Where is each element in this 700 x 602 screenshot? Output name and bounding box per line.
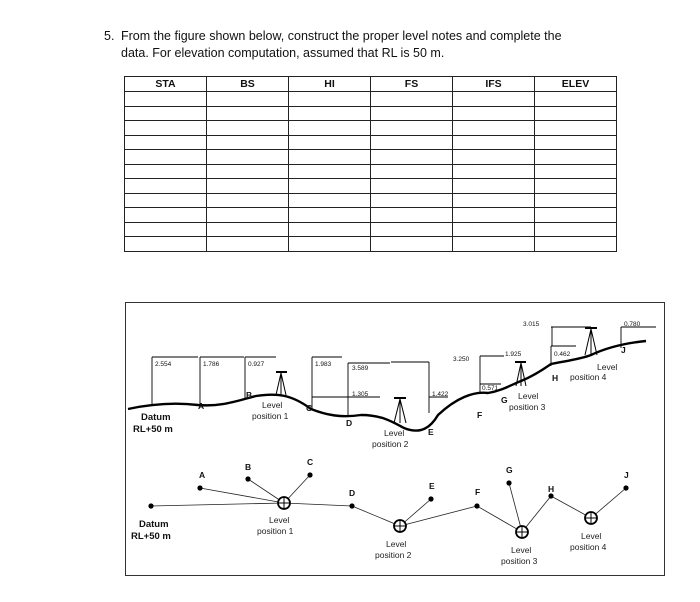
tripod-icon xyxy=(585,328,597,355)
table-row xyxy=(125,164,617,179)
level-position-1-label: Level xyxy=(262,400,283,410)
station-j: J xyxy=(621,345,626,355)
plan-station-b: B xyxy=(245,462,252,472)
plan-level-1-label: Level xyxy=(269,515,290,525)
header-ifs: IFS xyxy=(453,77,535,92)
table-cell xyxy=(535,164,617,179)
table-cell xyxy=(289,135,371,150)
table-cell xyxy=(453,208,535,223)
figure-canvas xyxy=(126,303,664,575)
question-line-2: data. For elevation computation, assumed that RL is 50 m. xyxy=(121,46,445,60)
station-b: B xyxy=(246,390,253,400)
table-cell xyxy=(535,121,617,136)
reading-e: 3.589 xyxy=(352,365,369,372)
table-cell xyxy=(371,222,453,237)
header-elev: ELEV xyxy=(535,77,617,92)
table-cell xyxy=(289,92,371,107)
table-cell xyxy=(371,106,453,121)
plan-station-c: C xyxy=(307,457,314,467)
table-cell xyxy=(207,135,289,150)
plan-station-h: H xyxy=(548,484,555,494)
reading-j: 0.571 xyxy=(482,385,499,392)
table-cell xyxy=(371,150,453,165)
header-bs: BS xyxy=(207,77,289,92)
table-cell xyxy=(125,179,207,194)
table-cell xyxy=(453,222,535,237)
question-number: 5. xyxy=(104,29,115,43)
plan-station-a: A xyxy=(199,470,206,480)
level-position-2-label: Level xyxy=(384,428,405,438)
table-cell xyxy=(125,150,207,165)
table-cell xyxy=(207,92,289,107)
reading-f: 1.305 xyxy=(352,391,369,398)
reading-i: 1.925 xyxy=(505,351,522,358)
table-cell xyxy=(207,164,289,179)
level-position-4-sublabel: position 4 xyxy=(570,372,607,382)
table-cell xyxy=(125,92,207,107)
plan-station-e: E xyxy=(429,481,435,491)
reading-d: 1.983 xyxy=(315,361,332,368)
table-cell xyxy=(453,164,535,179)
level-symbol-icon xyxy=(585,512,597,524)
table-cell xyxy=(371,92,453,107)
reading-k: 0.462 xyxy=(554,351,571,358)
table-cell xyxy=(207,222,289,237)
tripod-icon xyxy=(394,398,406,423)
level-position-1-sublabel: position 1 xyxy=(252,411,289,421)
table-cell xyxy=(535,237,617,252)
level-position-2-sublabel: position 2 xyxy=(372,439,409,449)
plan-station-g: G xyxy=(506,465,513,475)
table-row xyxy=(125,121,617,136)
table-cell xyxy=(125,208,207,223)
table-cell xyxy=(453,237,535,252)
table-cell xyxy=(207,193,289,208)
reading-g: 3.250 xyxy=(453,356,470,363)
plan-level-2-label: Level xyxy=(386,539,407,549)
table-cell xyxy=(207,121,289,136)
table-cell xyxy=(535,208,617,223)
level-position-3-label: Level xyxy=(518,391,539,401)
station-a: A xyxy=(198,401,205,411)
plan-point-c xyxy=(307,472,312,477)
station-f: F xyxy=(477,410,483,420)
leveling-figure xyxy=(125,302,665,576)
table-cell xyxy=(371,237,453,252)
plan-level-3-label: Level xyxy=(511,545,532,555)
table-cell xyxy=(371,135,453,150)
reading-c: 0.927 xyxy=(248,361,265,368)
table-cell xyxy=(371,193,453,208)
plan-rl-label: RL+50 m xyxy=(131,531,171,542)
table-cell xyxy=(453,106,535,121)
table-row xyxy=(125,106,617,121)
plan-point-f xyxy=(474,503,479,508)
header-hi: HI xyxy=(289,77,371,92)
plan-point-d xyxy=(349,503,354,508)
plan-level-symbols xyxy=(278,497,597,538)
table-cell xyxy=(125,222,207,237)
plan-point-datum xyxy=(148,503,153,508)
table-cell xyxy=(453,193,535,208)
station-e: E xyxy=(428,427,434,437)
table-cell xyxy=(207,150,289,165)
question-line-1: From the figure shown below, construct the proper level notes and complete the xyxy=(121,29,562,43)
table-row xyxy=(125,179,617,194)
level-notes-table xyxy=(124,76,617,252)
table-cell xyxy=(535,92,617,107)
reading-b: 1.786 xyxy=(203,361,220,368)
table-cell xyxy=(207,208,289,223)
plan-station-j: J xyxy=(624,470,629,480)
table-cell xyxy=(207,179,289,194)
table-cell xyxy=(371,121,453,136)
table-cell xyxy=(289,193,371,208)
header-fs: FS xyxy=(371,77,453,92)
table-cell xyxy=(289,121,371,136)
table-cell xyxy=(535,135,617,150)
table-cell xyxy=(371,179,453,194)
table-cell xyxy=(125,106,207,121)
reading-h: 1.422 xyxy=(432,391,449,398)
plan-level-2-sublabel: position 2 xyxy=(375,550,412,560)
station-g: G xyxy=(501,395,508,405)
plan-level-1-sublabel: position 1 xyxy=(257,526,294,536)
plan-datum-label: Datum xyxy=(139,519,169,530)
table-cell xyxy=(453,179,535,194)
question-text xyxy=(104,28,664,62)
table-cell xyxy=(125,135,207,150)
table-cell xyxy=(207,237,289,252)
plan-point-h xyxy=(548,493,553,498)
table-cell xyxy=(535,150,617,165)
table-cell xyxy=(453,121,535,136)
table-row xyxy=(125,222,617,237)
table-cell xyxy=(371,164,453,179)
level-symbol-icon xyxy=(278,497,290,509)
level-position-3-sublabel: position 3 xyxy=(509,402,546,412)
level-symbol-icon xyxy=(394,520,406,532)
table-cell xyxy=(125,164,207,179)
table-cell xyxy=(125,193,207,208)
table-cell xyxy=(535,193,617,208)
table-row xyxy=(125,208,617,223)
table-cell xyxy=(125,121,207,136)
tripod-icon xyxy=(515,362,526,386)
table-cell xyxy=(289,179,371,194)
level-position-4-label: Level xyxy=(597,362,618,372)
plan-level-4-label: Level xyxy=(581,531,602,541)
table-cell xyxy=(535,179,617,194)
reading-a: 2.554 xyxy=(155,361,172,368)
tripod-icon xyxy=(276,372,287,395)
table-cell xyxy=(289,150,371,165)
datum-label: Datum xyxy=(141,412,171,423)
plan-level-4-sublabel: position 4 xyxy=(570,542,607,552)
table-cell xyxy=(207,106,289,121)
plan-point-j xyxy=(623,485,628,490)
plan-point-b xyxy=(245,476,250,481)
reading-l: 3.015 xyxy=(523,321,540,328)
table-row xyxy=(125,135,617,150)
table-cell xyxy=(289,222,371,237)
station-c: C xyxy=(306,403,313,413)
plan-level-3-sublabel: position 3 xyxy=(501,556,538,566)
plan-point-g xyxy=(506,480,511,485)
plan-point-e xyxy=(428,496,433,501)
level-symbol-icon xyxy=(516,526,528,538)
plan-station-points xyxy=(148,472,628,508)
reading-m: 0.780 xyxy=(624,321,641,328)
table-cell xyxy=(453,92,535,107)
table-header-row xyxy=(125,77,617,92)
table-cell xyxy=(289,208,371,223)
table-cell xyxy=(535,106,617,121)
table-row xyxy=(125,193,617,208)
table-cell xyxy=(371,208,453,223)
plan-station-f: F xyxy=(475,487,481,497)
station-h: H xyxy=(552,373,559,383)
table-row xyxy=(125,237,617,252)
station-d: D xyxy=(346,418,353,428)
table-cell xyxy=(289,237,371,252)
plan-sight-lines xyxy=(151,475,626,532)
plan-point-a xyxy=(197,485,202,490)
table-cell xyxy=(453,135,535,150)
table-cell xyxy=(125,237,207,252)
table-row xyxy=(125,150,617,165)
plan-station-d: D xyxy=(349,488,356,498)
table-cell xyxy=(453,150,535,165)
table-cell xyxy=(289,106,371,121)
table-cell xyxy=(289,164,371,179)
rl-label: RL+50 m xyxy=(133,424,173,435)
header-sta: STA xyxy=(125,77,207,92)
table-cell xyxy=(535,222,617,237)
table-row xyxy=(125,92,617,107)
